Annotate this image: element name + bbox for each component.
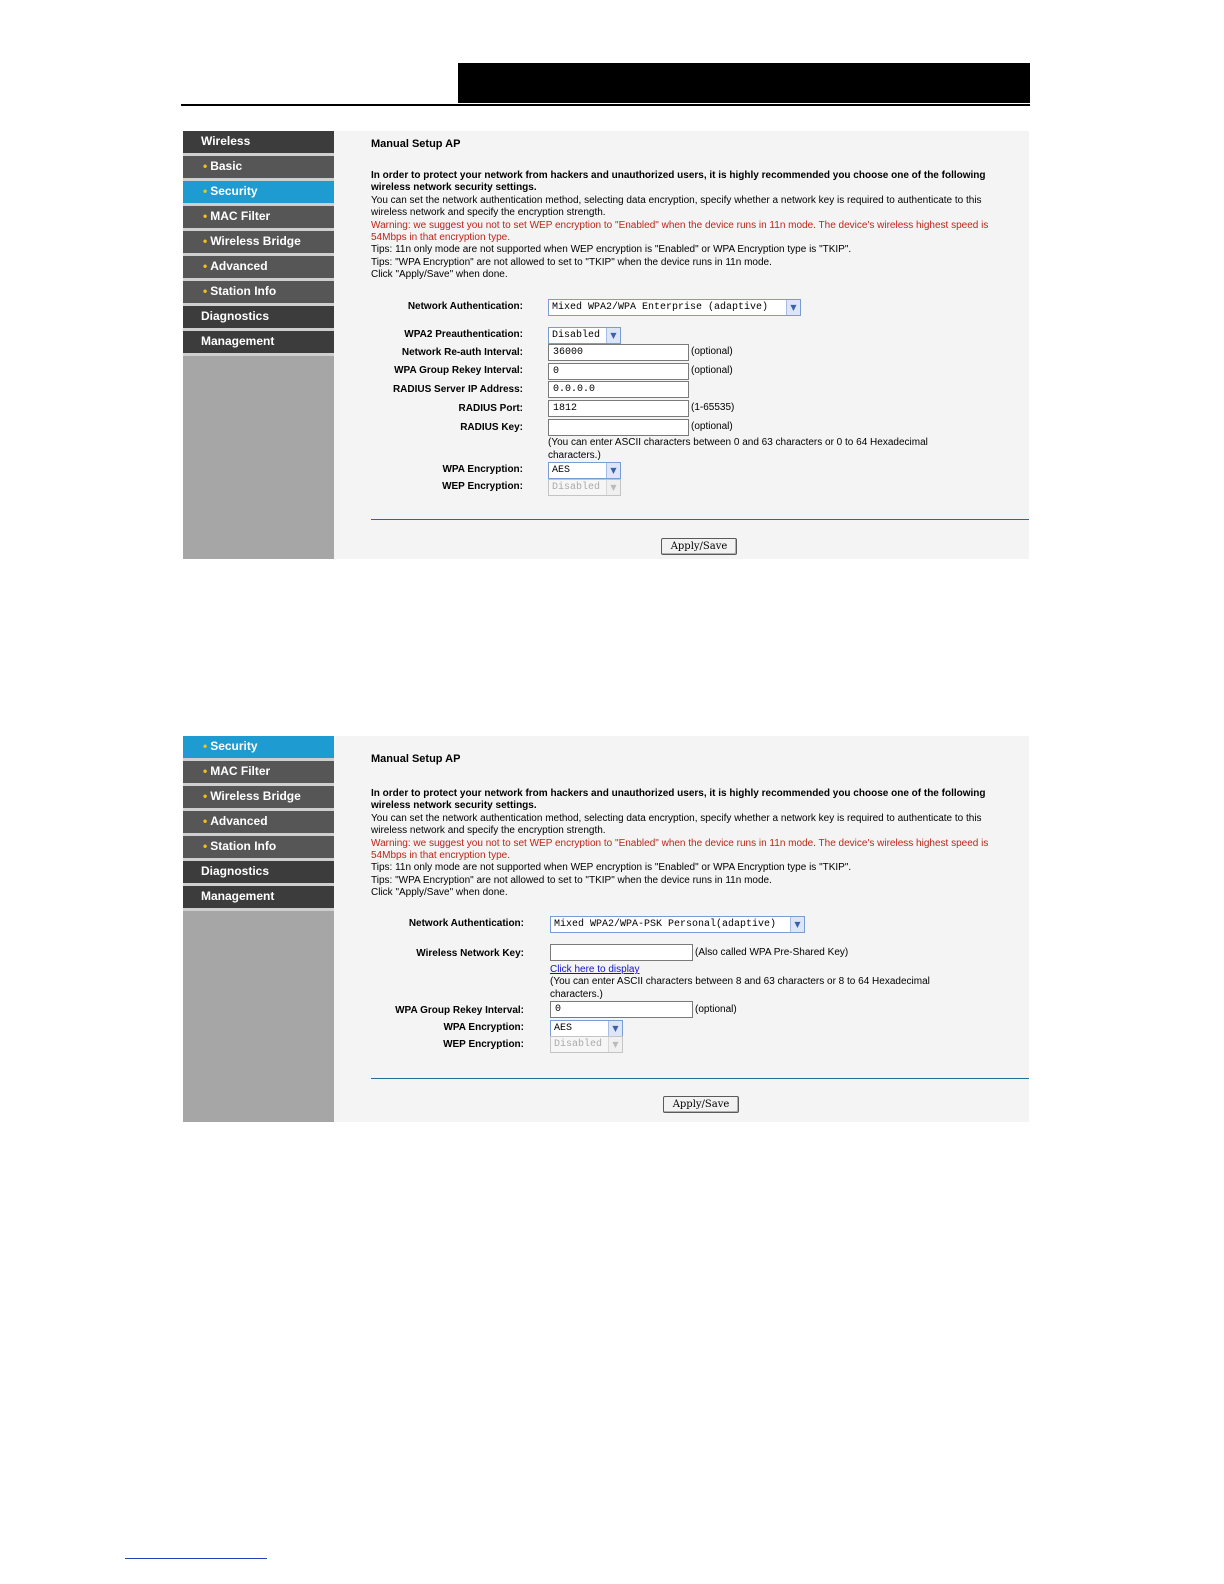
group-rekey-label: WPA Group Rekey Interval: [394, 365, 523, 376]
radius-port-hint: (1-65535) [691, 402, 735, 413]
bullet-icon: • [203, 159, 208, 173]
chevron-down-icon: ▼ [790, 917, 804, 932]
group-rekey-hint: (optional) [691, 365, 733, 376]
sidebar-item-label: Management [201, 889, 275, 903]
sidebar-item-advanced[interactable] [183, 256, 334, 281]
tip-2-text: Tips: "WPA Encryption" are not allowed to set to "TKIP" when the device runs in 11n mode. [371, 874, 772, 886]
chevron-down-icon: ▼ [606, 463, 620, 478]
wpa-encryption-value: AES [552, 465, 571, 476]
bullet-icon: • [203, 739, 208, 753]
sidebar [183, 131, 334, 559]
sidebar-item-label: Wireless Bridge [210, 789, 301, 803]
tip-1-text: Tips: 11n only mode are not supported when WEP encryption is "Enabled" or WPA Encryption type is "TKIP". [371, 862, 852, 874]
intro-bold-text: In order to protect your network from hackers and unauthorized users, it is highly recommended you choose one of the following wireless network security settings. [371, 788, 986, 812]
group-rekey-input[interactable]: 0 [548, 363, 689, 380]
radius-key-note: (You can enter ASCII characters between 0 and 63 characters or 0 to 64 Hexadecimal characters.) [548, 437, 928, 461]
sidebar-item-diagnostics[interactable] [183, 861, 334, 886]
intro-text: You can set the network authentication method, selecting data encryption, specify whether a network key is required to authenticate to this wireless network and specify the encryption strength. [371, 194, 982, 219]
sidebar-item-label: Station Info [210, 839, 277, 853]
radius-ip-input[interactable]: 0.0.0.0 [548, 381, 689, 398]
security-description [371, 788, 1011, 900]
wep-encryption-label: WEP Encryption: [443, 1039, 524, 1050]
sidebar-item-security[interactable] [183, 181, 334, 206]
network-auth-value: Mixed WPA2/WPA-PSK Personal(adaptive) [554, 919, 777, 930]
bullet-icon: • [203, 209, 208, 223]
wep-encryption-value: Disabled [552, 482, 601, 493]
chevron-down-icon: ▼ [608, 1037, 622, 1052]
main-content [334, 736, 1029, 1122]
wpa-encryption-label: WPA Encryption: [442, 464, 523, 475]
chevron-down-icon: ▼ [786, 300, 800, 315]
bullet-icon: • [203, 234, 208, 248]
bullet-icon: • [203, 284, 208, 298]
sidebar-item-wireless[interactable] [183, 131, 334, 156]
sidebar-item-label: MAC Filter [210, 764, 271, 778]
sidebar-item-advanced[interactable] [183, 811, 334, 836]
network-auth-label: Network Authentication: [408, 918, 524, 929]
wpa-encryption-value: AES [554, 1023, 573, 1034]
sidebar-item-label: MAC Filter [210, 209, 271, 223]
sidebar-item-label: Wireless [201, 134, 251, 148]
network-auth-select[interactable] [550, 916, 805, 933]
footer-link-underline [125, 1558, 267, 1559]
radius-key-input[interactable] [548, 419, 689, 436]
sidebar-item-station-info[interactable] [183, 836, 334, 861]
wep-encryption-value: Disabled [554, 1039, 603, 1050]
wireless-key-hint: (Also called WPA Pre-Shared Key) [695, 947, 849, 958]
radius-port-label: RADIUS Port: [458, 403, 523, 414]
sidebar-item-label: Basic [210, 159, 243, 173]
bullet-icon: • [203, 789, 208, 803]
group-rekey-label: WPA Group Rekey Interval: [395, 1005, 524, 1016]
header-rule [181, 104, 1030, 106]
page-title: Manual Setup AP [371, 138, 461, 150]
radius-ip-label: RADIUS Server IP Address: [392, 384, 523, 395]
sidebar-item-label: Wireless Bridge [210, 234, 301, 248]
wpa-encryption-select[interactable] [548, 462, 621, 479]
warning-text: Warning: we suggest you not to set WEP encryption to "Enabled" when the device runs in 11n mode. The device's wireless highest speed is 54Mbps in that encryption type. [371, 219, 989, 244]
reauth-interval-input[interactable]: 36000 [548, 344, 689, 361]
divider [371, 1078, 1029, 1079]
wireless-key-label: Wireless Network Key: [416, 948, 524, 959]
apply-save-button[interactable]: Apply/Save [661, 538, 737, 555]
intro-text: You can set the network authentication method, selecting data encryption, specify whether a network key is required to authenticate to this wireless network and specify the encryption strength. [371, 812, 982, 837]
sidebar-item-label: Security [210, 739, 258, 753]
click-apply-text: Click "Apply/Save" when done. [371, 269, 508, 281]
chevron-down-icon: ▼ [606, 328, 620, 343]
page-title: Manual Setup AP [371, 753, 461, 765]
sidebar-item-security[interactable] [183, 736, 334, 761]
reauth-interval-label: Network Re-auth Interval: [401, 347, 523, 358]
bullet-icon: • [203, 259, 208, 273]
sidebar-item-label: Advanced [210, 814, 268, 828]
wpa2-preauth-label: WPA2 Preauthentication: [404, 329, 523, 340]
bullet-icon: • [203, 839, 208, 853]
sidebar-item-wireless-bridge[interactable] [183, 231, 334, 256]
bullet-icon: • [203, 814, 208, 828]
sidebar-item-label: Diagnostics [201, 309, 270, 323]
sidebar-item-wireless-bridge[interactable] [183, 786, 334, 811]
sidebar-item-label: Management [201, 334, 275, 348]
radius-key-hint: (optional) [691, 421, 733, 432]
chevron-down-icon: ▼ [606, 480, 620, 495]
network-auth-select[interactable] [548, 299, 801, 316]
screenshot-personal [183, 736, 1029, 1122]
wireless-key-input[interactable] [550, 944, 693, 961]
chevron-down-icon: ▼ [608, 1021, 622, 1036]
wep-encryption-select [550, 1036, 623, 1053]
wep-encryption-select [548, 479, 621, 496]
screenshot-enterprise [183, 131, 1029, 559]
wpa-encryption-label: WPA Encryption: [443, 1022, 524, 1033]
sidebar-item-management[interactable] [183, 331, 334, 356]
sidebar-item-station-info[interactable] [183, 281, 334, 306]
sidebar-item-mac-filter[interactable] [183, 206, 334, 231]
sidebar-item-label: Advanced [210, 259, 268, 273]
show-key-link[interactable]: Click here to display [550, 964, 640, 975]
divider [371, 519, 1029, 520]
group-rekey-input[interactable]: 0 [550, 1001, 693, 1018]
radius-port-input[interactable]: 1812 [548, 400, 689, 417]
intro-bold-text: In order to protect your network from hackers and unauthorized users, it is highly recommended you choose one of the following wireless network security settings. [371, 170, 986, 194]
click-apply-text: Click "Apply/Save" when done. [371, 887, 508, 899]
network-auth-value: Mixed WPA2/WPA Enterprise (adaptive) [552, 302, 769, 313]
tip-1-text: Tips: 11n only mode are not supported when WEP encryption is "Enabled" or WPA Encryption type is "TKIP". [371, 244, 852, 256]
group-rekey-hint: (optional) [695, 1004, 737, 1015]
security-description [371, 170, 1011, 282]
tip-2-text: Tips: "WPA Encryption" are not allowed to set to "TKIP" when the device runs in 11n mode. [371, 256, 772, 268]
bullet-icon: • [203, 184, 208, 198]
apply-save-button[interactable]: Apply/Save [663, 1096, 739, 1113]
sidebar-item-label: Diagnostics [201, 864, 270, 878]
reauth-interval-hint: (optional) [691, 346, 733, 357]
sidebar-item-basic[interactable] [183, 156, 334, 181]
header-bar [458, 63, 1030, 103]
sidebar-item-label: Security [210, 184, 258, 198]
sidebar-item-management[interactable] [183, 886, 334, 911]
wireless-key-note: (You can enter ASCII characters between 8 and 63 characters or 8 to 64 Hexadecimal characters.) [550, 976, 930, 1000]
sidebar-item-mac-filter[interactable] [183, 761, 334, 786]
wpa2-preauth-value: Disabled [552, 330, 601, 341]
radius-key-label: RADIUS Key: [460, 422, 523, 433]
wpa2-preauth-select[interactable] [548, 327, 621, 344]
sidebar-item-diagnostics[interactable] [183, 306, 334, 331]
wpa-encryption-select[interactable] [550, 1020, 623, 1037]
main-content [334, 131, 1029, 559]
sidebar-item-label: Station Info [210, 284, 277, 298]
sidebar [183, 736, 334, 1122]
wep-encryption-label: WEP Encryption: [442, 481, 523, 492]
bullet-icon: • [203, 764, 208, 778]
warning-text: Warning: we suggest you not to set WEP encryption to "Enabled" when the device runs in 11n mode. The device's wireless highest speed is 54Mbps in that encryption type. [371, 837, 989, 862]
network-auth-label: Network Authentication: [407, 301, 523, 312]
